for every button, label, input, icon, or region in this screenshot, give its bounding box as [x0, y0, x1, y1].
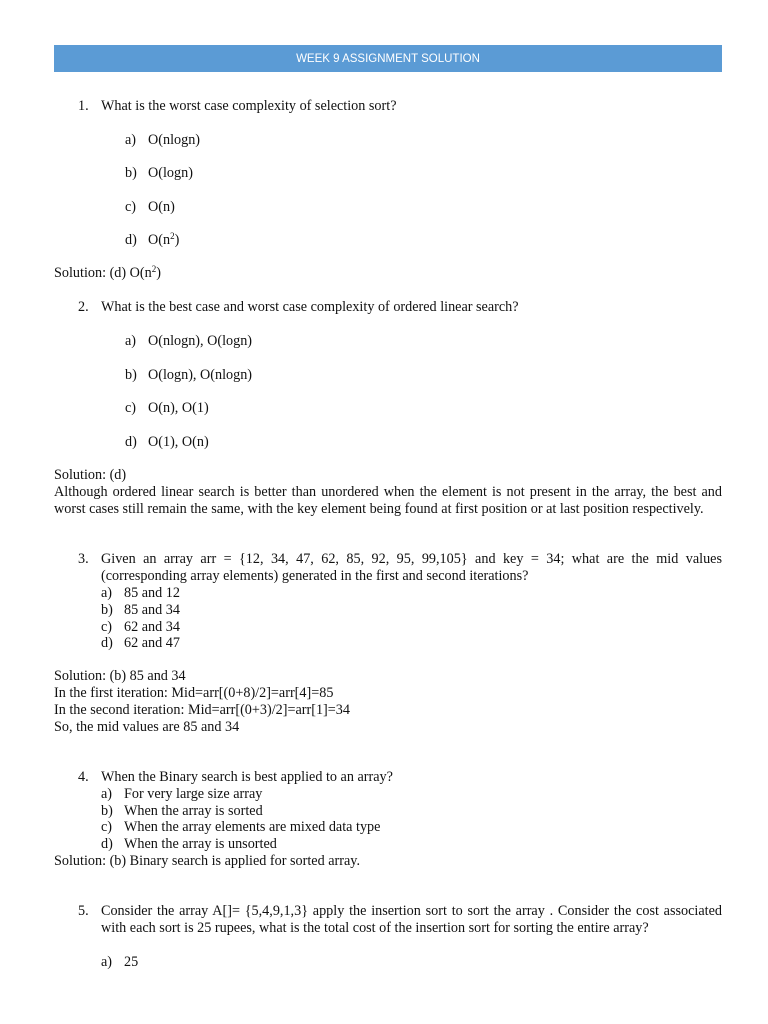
question-4 [78, 769, 393, 786]
option-text: 62 and 34 [124, 619, 180, 635]
option-letter: d) [101, 635, 113, 651]
option-text: When the array elements are mixed data type [124, 819, 381, 835]
superscript: 2 [151, 264, 157, 274]
option-text: O(n) [148, 199, 175, 215]
question-2 [78, 299, 519, 316]
q3-solution-line: So, the mid values are 85 and 34 [54, 719, 240, 735]
question-number: 3. [78, 551, 89, 567]
page-title: WEEK 9 ASSIGNMENT SOLUTION [296, 52, 480, 65]
q4-option-a [101, 786, 262, 803]
q4-option-b [101, 803, 263, 820]
option-letter: c) [101, 819, 113, 835]
q3-solution-line: In the first iteration: Mid=arr[(0+8)/2]=arr[4]=85 [54, 685, 334, 701]
option-text: O(n), O(1) [148, 400, 209, 416]
question-text: What is the best case and worst case complexity of ordered linear search? [101, 299, 519, 315]
option-letter: b) [125, 367, 137, 383]
option-text: O(nlogn) [148, 132, 201, 148]
option-text: 85 and 34 [124, 602, 180, 618]
question-number: 5. [78, 903, 89, 919]
q3-solution-line: In the second iteration: Mid=arr[(0+3)/2]=arr[1]=34 [54, 702, 350, 718]
q4-option-c [101, 819, 380, 836]
q3-option-c [101, 619, 180, 636]
option-text-end: ) [174, 232, 180, 248]
option-text: O(logn), O(nlogn) [148, 367, 253, 383]
option-letter: b) [101, 803, 113, 819]
option-text: 62 and 47 [124, 635, 180, 651]
option-letter: a) [101, 954, 113, 970]
option-text: O(logn) [148, 165, 193, 181]
q2-option-b [125, 367, 252, 384]
q1-option-b [125, 165, 193, 182]
option-letter: a) [101, 786, 113, 802]
question-text: Consider the array A[]= {5,4,9,1,3} apply the insertion sort to sort the array . Consider the cost associated with each sort is 25 rupees, what is the total cost of the insertion sort for sorting the entire array? [101, 903, 722, 936]
q2-explanation: Although ordered linear search is better than unordered when the element is not present in the array, the best and worst cases still remain the same, with the key element being found at first position or at last position respectively. [54, 484, 722, 517]
q2-option-c [125, 400, 209, 417]
option-letter: a) [125, 333, 137, 349]
q4-solution: Solution: (b) Binary search is applied for sorted array. [54, 853, 360, 869]
q5-option-a [101, 954, 138, 971]
question-number: 4. [78, 769, 89, 785]
option-text: O(nlogn), O(logn) [148, 333, 253, 349]
option-letter: d) [125, 232, 137, 248]
solution-text: Solution: (d) O(n [54, 265, 152, 281]
option-letter: c) [125, 199, 137, 215]
header-banner [54, 45, 722, 72]
q1-option-c [125, 199, 175, 216]
option-letter: a) [101, 585, 113, 601]
q3-option-d [101, 635, 180, 652]
option-text: 25 [124, 954, 139, 970]
option-text: When the array is sorted [124, 803, 263, 819]
option-letter: a) [125, 132, 137, 148]
q3-option-b [101, 602, 180, 619]
option-letter: d) [125, 434, 137, 450]
option-text: For very large size array [124, 786, 263, 802]
option-text: O(1), O(n) [148, 434, 209, 450]
q3-solution-line: Solution: (b) 85 and 34 [54, 668, 186, 684]
solution-text-end: ) [156, 265, 161, 281]
question-number: 1. [78, 98, 89, 114]
option-letter: b) [125, 165, 137, 181]
option-text: O(n [148, 232, 171, 248]
option-letter: d) [101, 836, 113, 852]
q1-option-a [125, 132, 200, 149]
question-text: Given an array arr = {12, 34, 47, 62, 85, 92, 95, 99,105} and key = 34; what are the mid values (corresponding array elements) generated in the first and second iterations? [101, 551, 722, 584]
question-3 [78, 551, 722, 585]
q1-solution [54, 265, 161, 282]
q4-option-d [101, 836, 277, 853]
question-number: 2. [78, 299, 89, 315]
question-5 [78, 903, 722, 937]
option-letter: b) [101, 602, 113, 618]
q2-option-a [125, 333, 252, 350]
option-text: 85 and 12 [124, 585, 180, 601]
option-letter: c) [125, 400, 137, 416]
question-text: When the Binary search is best applied to an array? [101, 769, 393, 785]
q2-solution: Solution: (d) [54, 467, 127, 483]
question-1 [78, 98, 397, 115]
superscript: 2 [170, 231, 175, 241]
q2-option-d [125, 434, 209, 451]
q3-option-a [101, 585, 180, 602]
q1-option-d [125, 232, 179, 249]
question-text: What is the worst case complexity of selection sort? [101, 98, 397, 114]
option-text: When the array is unsorted [124, 836, 277, 852]
option-letter: c) [101, 619, 113, 635]
